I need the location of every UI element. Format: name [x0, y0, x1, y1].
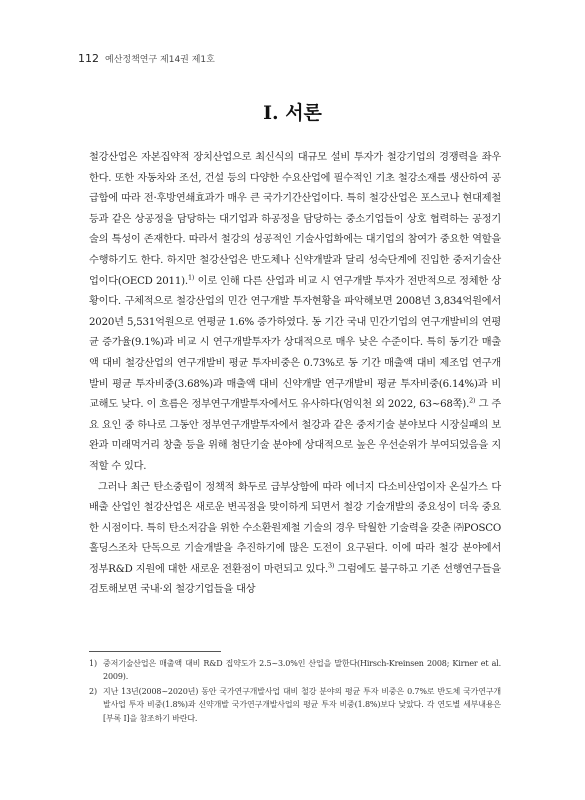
footnote-ref-3[interactable]: 3): [327, 561, 335, 570]
body-text: [89, 148, 501, 601]
footnote-number: 1): [89, 659, 97, 668]
footnote-ref-2[interactable]: 2): [469, 396, 476, 405]
section-title: I. 서론: [263, 102, 322, 124]
page-number: 112: [78, 52, 99, 65]
footnotes: [89, 657, 501, 726]
paragraph-1-text-a: 철강산업은 자본집약적 장치산업으로 최신식의 대규모 설비 투자가 철강기업의 경쟁력을 좌우한다. 또한 자동차와 조선, 건설 등의 다양한 수요산업에 필수적인 기초 철강소재를 생산하여 공급함에 따라 전·후방연쇄효과가 매우 큰 국가기간산업이다. 특히 철강산업은 포스코나 현대제철 등과 같은 상공정을 담당하는 대기업과 하공정을 담당하는 중소기업들이 상호 협력하는 공정기술의 특성이 존재한다. 따라서 철강의 성공적인 기술사업화에는 대기업의 참여가 중요한 역할을 수행하기도 한다. 하지만 철강산업은 반도체나 신약개발과 달리 성숙단계에 진입한 중저기술산업이다(OECD 2011).: [89, 152, 501, 287]
footnote-1: [89, 657, 501, 684]
footnote-divider: [89, 651, 221, 652]
paragraph-1-text-c: 그 주요 요인 중 하나로 그동안 정부연구개발투자에서 철강과 같은 중저기술 분야보다 시장실패의 보완과 미래먹거리 창출 등을 위해 첨단기술 분야에 상대적으로 높은 우선순위가 부여되었음을 지적할 수 있다.: [89, 399, 502, 472]
paragraph-2: [89, 478, 501, 602]
footnote-ref-1[interactable]: 1): [187, 273, 195, 282]
paragraph-1-text-b: 이로 인해 다른 산업과 비교 시 연구개발 투자가 전반적으로 정체한 상황이다. 구체적으로 철강산업의 민간 연구개발 투자현황을 파악해보면 2008년 3,834억원에서 2020년 5,531억원으로 연평균 1.6% 증가하였다. 동 기간 국내 민간기업의 연구개발비의 연평균 증가율(9.1%)과 비교 시 연구개발투자가 상대적으로 매우 낮은 수준이다. 특히 동기간 매출액 대비 철강산업의 연구개발비 평균 투자비중은 0.73%로 동 기간 매출액 대비 제조업 연구개발비 평균 투자비중(3.68%)과 매출액 대비 신약개발 연구개발비 평균 투자비중(6.14%)과 비교해도 낮다. 이 흐름은 정부연구개발투자에서도 유사하다(엄익천 외 2022, 63~68쪽).: [89, 275, 501, 411]
footnote-text: 지난 13년(2008~2020년) 동안 국가연구개발사업 대비 철강 분야의 평균 투자 비중은 0.7%로 반도체 국가연구개발사업 투자 비중(1.8%)과 신약개발 국가연구개발사업의 평균 투자 비중(1.8%)보다 낮았다. 각 연도별 세부내용은 [부록 Ⅰ]을 참조하기 바란다.: [103, 686, 501, 723]
paragraph-1: [89, 148, 501, 478]
running-header: [78, 52, 215, 65]
footnote-2: [89, 685, 501, 725]
footnote-text: 중저기술산업은 매출액 대비 R&D 집약도가 2.5~3.0%인 산업을 말한다(Hirsch-Kreinsen 2008; Kirner et al. 2009).: [103, 659, 501, 682]
paragraph-2-text-a: 그러나 최근 탄소중립이 정책적 화두로 급부상함에 따라 에너지 다소비산업이자 온실가스 다배출 산업인 철강산업은 새로운 변곡점을 맞이하게 되면서 철강 기술개발의 중요성이 더욱 중요한 시점이다. 특히 탄소저감을 위한 수소환원제철 기술의 경우 탁월한 기술력을 갖춘 ㈜POSCO홀딩스조차 단독으로 기술개발을 추진하기에 많은 도전이 요구된다. 이에 따라 철강 분야에서 정부R&D 지원에 대한 새로운 전환점이 마련되고 있다.: [89, 481, 501, 575]
journal-title: 예산정책연구 제14권 제1호: [105, 55, 215, 65]
paragraph-2-text-b: 그럼에도 불구하고 기존 선행연구들을 검토해보면 국내·외 철강기업들을 대상: [89, 563, 501, 596]
footnote-number: 2): [89, 686, 97, 696]
